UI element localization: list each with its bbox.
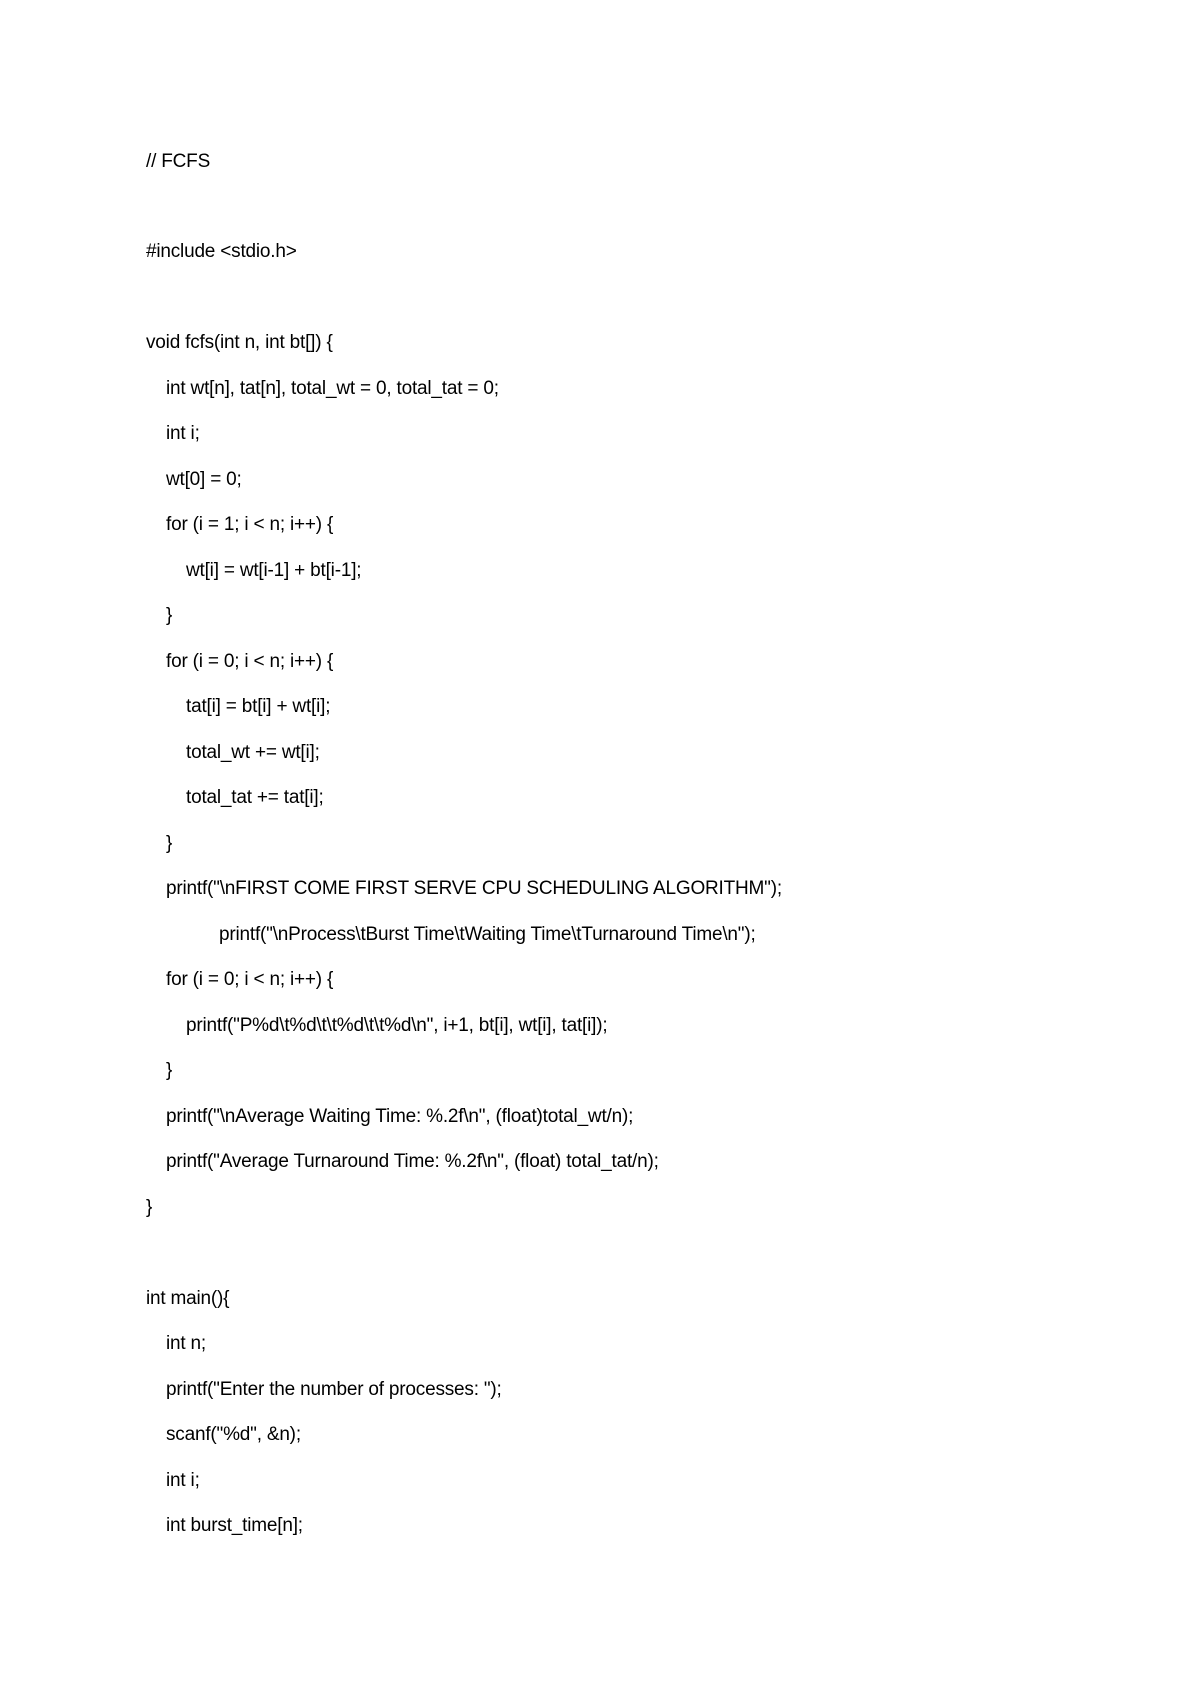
code-line: printf("\nAverage Waiting Time: %.2f\n", (float)total_wt/n); xyxy=(166,1106,634,1127)
code-line: tat[i] = bt[i] + wt[i]; xyxy=(186,696,331,717)
code-line: } xyxy=(166,1060,173,1081)
code-line: printf("\nProcess\tBurst Time\tWaiting Time\tTurnaround Time\n"); xyxy=(219,924,756,945)
code-line: printf("\nFIRST COME FIRST SERVE CPU SCHEDULING ALGORITHM"); xyxy=(166,878,782,899)
code-fcfs-signature: void fcfs(int n, int bt[]) { xyxy=(146,332,333,353)
code-line: int i; xyxy=(166,1470,200,1491)
code-line: total_wt += wt[i]; xyxy=(186,742,320,763)
code-line: wt[0] = 0; xyxy=(166,469,242,490)
code-line: printf("P%d\t%d\t\t%d\t\t%d\n", i+1, bt[i], wt[i], tat[i]); xyxy=(186,1015,608,1036)
code-line: total_tat += tat[i]; xyxy=(186,787,324,808)
code-line: wt[i] = wt[i-1] + bt[i-1]; xyxy=(186,560,362,581)
code-line: int wt[n], tat[n], total_wt = 0, total_tat = 0; xyxy=(166,378,499,399)
code-include: #include <stdio.h> xyxy=(146,241,297,262)
code-line: printf("Enter the number of processes: "); xyxy=(166,1379,502,1400)
code-line: int i; xyxy=(166,423,200,444)
code-main-signature: int main(){ xyxy=(146,1288,230,1309)
code-line: } xyxy=(146,1197,153,1218)
code-line: scanf("%d", &n); xyxy=(166,1424,301,1445)
code-line: for (i = 0; i < n; i++) { xyxy=(166,969,334,990)
code-line: } xyxy=(166,833,173,854)
code-comment-fcfs: // FCFS xyxy=(146,151,211,172)
code-line: } xyxy=(166,605,173,626)
code-line: for (i = 1; i < n; i++) { xyxy=(166,514,334,535)
code-line: int burst_time[n]; xyxy=(166,1515,303,1536)
code-line: printf("Average Turnaround Time: %.2f\n", (float) total_tat/n); xyxy=(166,1151,659,1172)
code-line: for (i = 0; i < n; i++) { xyxy=(166,651,334,672)
code-line: int n; xyxy=(166,1333,206,1354)
